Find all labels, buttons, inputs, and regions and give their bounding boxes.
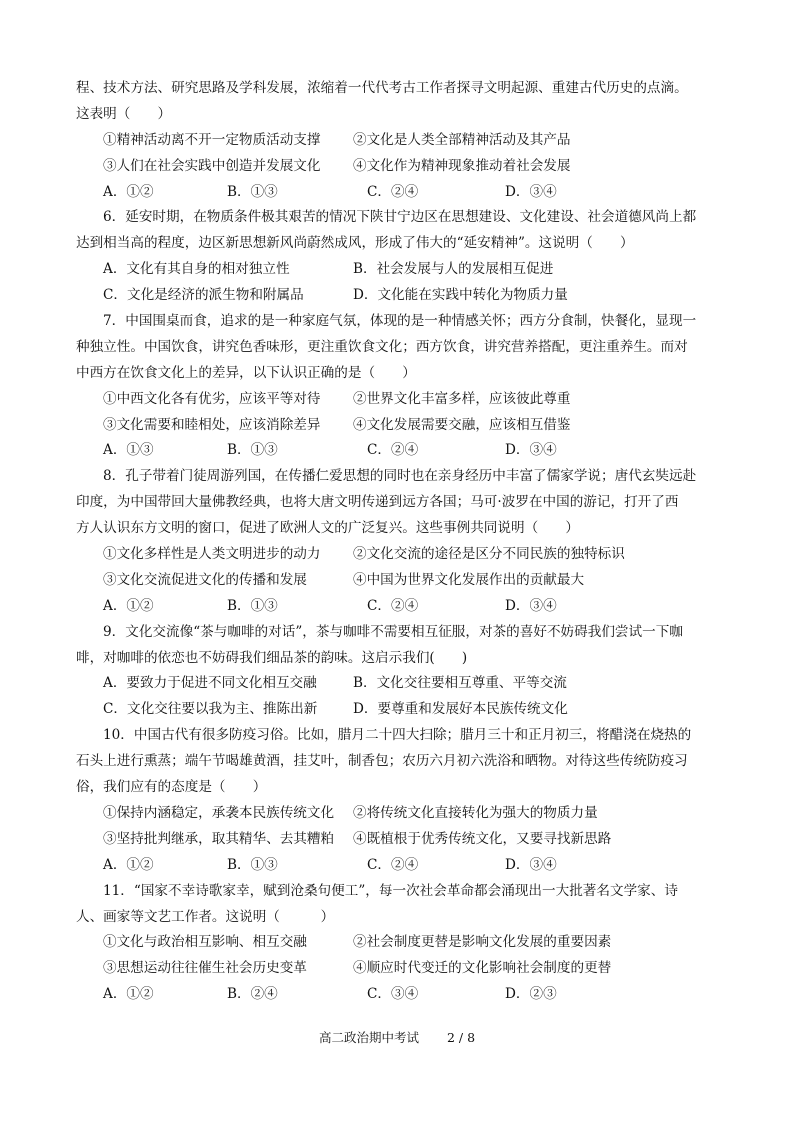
option-a: A．①③ <box>103 442 154 459</box>
statement: ②将传统文化直接转化为强大的物质力量 <box>353 804 598 821</box>
statement: ④既植根于优秀传统文化，又要寻找新思路 <box>353 830 612 847</box>
option-a: A．①② <box>103 856 154 873</box>
option-c: C．③④ <box>367 986 419 1003</box>
question-11 <box>76 879 718 1008</box>
option-b: B．文化交往要相互尊重、平等交流 <box>353 675 567 692</box>
option-d: D．②③ <box>505 986 557 1003</box>
statement: ④文化作为精神现象推动着社会发展 <box>353 157 571 174</box>
question-text: 方人认识东方文明的窗口，促进了欧洲人文的广泛复兴。这些事例共同说明（ ） <box>76 520 579 537</box>
statement: ③文化需要和睦相处，应该消除差异 <box>103 416 321 433</box>
option-row <box>76 594 718 620</box>
statement: ④中国为世界文化发展作出的贡献最大 <box>353 571 585 588</box>
question-text: 人、画家等文艺工作者。这说明（ ） <box>76 908 335 925</box>
page-number: 2 / 8 <box>446 1030 476 1045</box>
question-8 <box>76 464 718 619</box>
question-9 <box>76 620 718 724</box>
question-text: 程、技术方法、研究思路及学科发展，浓缩着一代代考古工作者探寻文明起源、重建古代历史的点滴。 <box>76 80 688 96</box>
option-row <box>76 853 718 879</box>
question-text: 8．孔子带着门徒周游列国，在传播仁爱思想的同时也在亲身经历中丰富了儒家学说；唐代玄奘远赴 <box>103 468 697 485</box>
option-row <box>76 180 718 206</box>
statement: ②文化是人类全部精神活动及其产品 <box>353 131 571 148</box>
statement-row <box>76 827 718 853</box>
option-c: C．②④ <box>367 442 419 459</box>
option-b: B．②④ <box>227 986 278 1003</box>
exam-title: 高二政治期中考试 <box>318 1030 419 1045</box>
statement-row <box>76 542 718 568</box>
statement-row <box>76 154 718 180</box>
question-text: 达到相当高的程度，边区新思想新风尚蔚然成风，形成了伟大的“延安精神”。这说明（ ） <box>76 235 634 252</box>
option-row <box>76 283 718 309</box>
statement-row <box>76 128 718 154</box>
question-text: 6．延安时期，在物质条件极其艰苦的情况下陕甘宁边区在思想建设、文化建设、社会道德风尚上都 <box>103 209 697 226</box>
option-row <box>76 671 718 697</box>
statement-row <box>76 413 718 439</box>
option-d: D．③④ <box>505 856 557 873</box>
option-d: D．③④ <box>505 597 557 614</box>
option-b: B．①③ <box>227 183 278 200</box>
question-text: 啡，对咖啡的依恋也不妨碍我们细品茶的韵味。这启示我们( ) <box>76 649 468 666</box>
option-row <box>76 257 718 283</box>
question-text: 中西方在饮食文化上的差异，以下认识正确的是（ ） <box>76 364 416 381</box>
option-a: A．要致力于促进不同文化相互交融 <box>103 675 317 692</box>
page-content <box>76 76 718 1008</box>
statement: ①精神活动离不开一定物质活动支撑 <box>103 131 321 148</box>
statement-row <box>76 956 718 982</box>
question-5 <box>76 76 718 205</box>
option-c: C．文化是经济的派生物和附属品 <box>103 287 304 304</box>
option-c: C．②④ <box>367 597 419 614</box>
option-d: D．③④ <box>505 183 557 200</box>
statement: ③思想运动往往催生社会历史变革 <box>103 960 307 977</box>
option-b: B．①③ <box>227 597 278 614</box>
question-text: 俗，我们应有的态度是（ ） <box>76 779 267 796</box>
statement: ①中西文化各有优劣，应该平等对待 <box>103 390 321 407</box>
option-a: A．①② <box>103 597 154 614</box>
option-c: C．②④ <box>367 183 419 200</box>
question-text: 9．文化交流像“茶与咖啡的对话”，茶与咖啡不需要相互征服，对茶的喜好不妨碍我们尝试一下咖 <box>103 623 683 640</box>
page-footer <box>0 1028 794 1046</box>
question-text: 这表明（ ） <box>76 105 172 122</box>
statement: ②社会制度更替是影响文化发展的重要因素 <box>353 934 612 951</box>
question-10 <box>76 723 718 878</box>
statement: ④文化发展需要交融，应该相互借鉴 <box>353 416 571 433</box>
option-b: B．社会发展与人的发展相互促进 <box>353 261 554 278</box>
option-a: A．①② <box>103 986 154 1003</box>
option-row <box>76 697 718 723</box>
statement: ③文化交流促进文化的传播和发展 <box>103 571 307 588</box>
option-d: D．要尊重和发展好本民族传统文化 <box>353 701 568 718</box>
statement-row <box>76 387 718 413</box>
statement: ③人们在社会实践中创造并发展文化 <box>103 157 321 174</box>
statement-row <box>76 568 718 594</box>
statement-row <box>76 930 718 956</box>
option-row <box>76 438 718 464</box>
question-6 <box>76 205 718 309</box>
option-d: D．文化能在实践中转化为物质力量 <box>353 287 568 304</box>
question-7 <box>76 309 718 464</box>
option-d: D．③④ <box>505 442 557 459</box>
option-c: C．文化交往要以我为主、推陈出新 <box>103 701 318 718</box>
question-text: 印度，为中国带回大量佛教经典，也将大唐文明传递到远方各国；马可·波罗在中国的游记，打开了西 <box>76 494 679 511</box>
question-text: 10．中国古代有很多防疫习俗。比如，腊月二十四大扫除；腊月三十和正月初三，将醋浇在烧热的 <box>103 727 692 744</box>
option-b: B．①③ <box>227 856 278 873</box>
question-text: 石头上进行熏蒸；端午节喝雄黄酒，挂艾叶，制香包；农历六月初六洗浴和晒物。对待这些传统防疫习 <box>76 753 688 770</box>
question-text: 种独立性。中国饮食，讲究色香味形，更注重饮食文化；西方饮食，讲究营养搭配，更注重养生。而对 <box>76 338 688 355</box>
statement: ①保持内涵稳定，承袭本民族传统文化 <box>103 804 335 821</box>
question-text: 11．“国家不幸诗歌家幸，赋到沧桑句便工”，每一次社会革命都会涌现出一大批著名文学家、诗 <box>103 882 678 899</box>
statement: ①文化多样性是人类文明进步的动力 <box>103 546 321 563</box>
option-c: C．②④ <box>367 856 419 873</box>
statement: ①文化与政治相互影响、相互交融 <box>103 934 307 951</box>
option-a: A．①② <box>103 183 154 200</box>
statement: ②世界文化丰富多样，应该彼此尊重 <box>353 390 571 407</box>
question-text: 7．中国围桌而食，追求的是一种家庭气氛，体现的是一种情感关怀；西方分食制，快餐化，显现一 <box>103 313 697 330</box>
option-row <box>76 982 718 1008</box>
option-b: B．①③ <box>227 442 278 459</box>
option-a: A．文化有其自身的相对独立性 <box>103 261 290 278</box>
statement: ③坚持批判继承，取其精华、去其糟粕 <box>103 830 335 847</box>
statement: ④顺应时代变迁的文化影响社会制度的更替 <box>353 960 612 977</box>
statement-row <box>76 801 718 827</box>
statement: ②文化交流的途径是区分不同民族的独特标识 <box>353 546 625 563</box>
